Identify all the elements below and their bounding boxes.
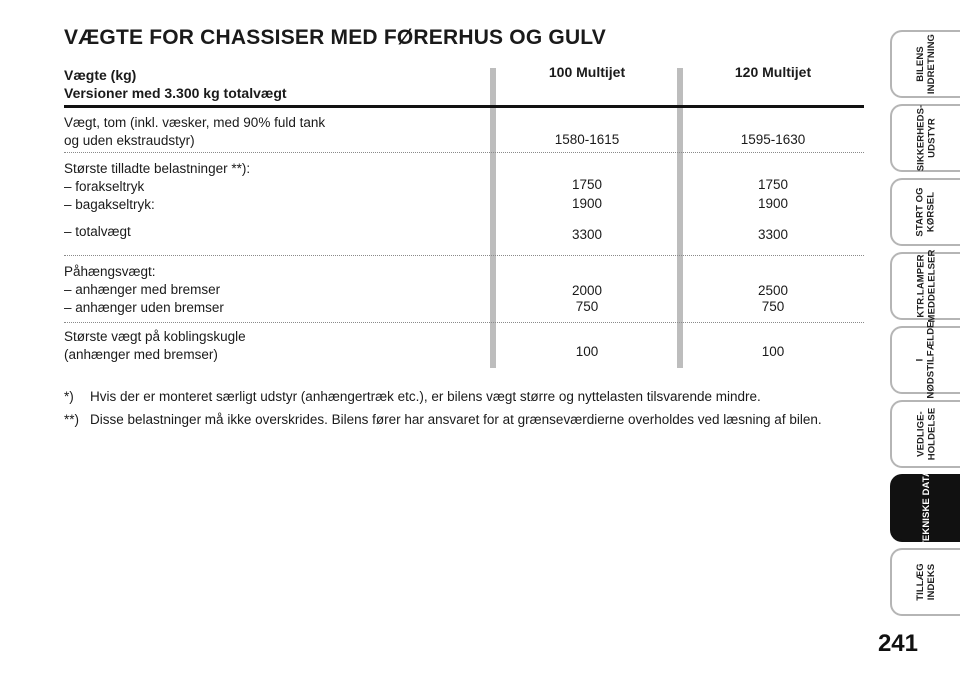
tab-label: START OG KØRSEL [915,187,937,237]
cell-value: 1595-1630 [740,132,806,147]
cell-value: 100 [575,344,599,359]
header-rule [64,105,864,108]
column-header-100-multijet: 100 Multijet [548,64,626,80]
tab-tillaeg-indeks[interactable] [890,548,960,616]
cell-value: 2500 [757,283,789,298]
column-header-120-multijet: 120 Multijet [734,64,812,80]
footnote-mark: *) [64,389,74,404]
cell-value: 1900 [757,196,789,211]
row-label-coupling-ball [64,328,246,364]
footnote-mark: **) [64,412,80,427]
tab-label: KTR.LAMPER MEDDELELSER [915,249,938,323]
tab-label: TEKNISKE DATA [920,469,932,547]
footnote-text: Disse belastninger må ikke overskrides. Bilens fører har ansvaret for at grænseværdierne overholdes ved læsning af bilen. [90,412,822,427]
row-label-line: – anhænger uden bremser [64,300,224,315]
row-label-line: – anhænger med bremser [64,282,221,297]
cell-value: 1900 [571,196,603,211]
cell-value: 1750 [571,177,603,192]
column-divider [677,68,683,368]
footnote-2 [64,411,822,429]
cell-value: 750 [761,299,785,314]
table-header-label [64,66,287,102]
row-divider [64,322,864,323]
cell-value: 3300 [757,227,789,242]
tab-tekniske-data[interactable] [890,469,960,547]
row-label-line: – bagakseltryk: [64,197,155,212]
tab-nodstilfaelde[interactable] [890,321,960,399]
row-divider [64,255,864,256]
row-label-empty-weight [64,114,325,150]
row-label-line: Påhængsvægt: [64,264,156,279]
cell-value: 1580-1615 [554,132,620,147]
tab-label: VEDLIGE- HOLDELSE [915,407,937,461]
footnote-text: Hvis der er monteret særligt udstyr (anhængertræk etc.), er bilens vægt større og nyttelasten tilsvarende mindre. [90,389,761,404]
tab-label: I NØDSTILFÆLDE [915,321,938,399]
row-label-max-loads [64,160,250,214]
footnote-1 [64,388,761,406]
cell-value: 2000 [571,283,603,298]
row-label-line: (anhænger med bremser) [64,347,218,362]
row-label-line: og uden ekstraudstyr) [64,133,195,148]
tab-sikkerhedsudstyr[interactable] [890,104,960,172]
row-divider [64,152,864,153]
tab-ktr-lamper[interactable] [890,249,960,323]
page-number: 241 [877,630,918,657]
row-label-line: – totalvægt [64,224,131,239]
row-label-line: Største tilladte belastninger **): [64,161,251,176]
page-title: VÆGTE FOR CHASSISER MED FØRERHUS OG GULV [64,26,606,49]
row-label-line: Største vægt på koblingskugle [64,329,246,344]
cell-value: 750 [575,299,599,314]
tab-label: TILLÆG INDEKS [914,563,937,601]
cell-value: 3300 [571,227,603,242]
row-label-line: Vægt, tom (inkl. væsker, med 90% fuld tank [64,115,326,130]
tab-bilens-indretning[interactable] [890,30,960,98]
row-label-trailer-weight [64,263,224,317]
header-label-units: Vægte (kg) [64,67,137,83]
tab-label: BILENS INDRETNING [915,33,937,95]
tab-start-og-korsel[interactable] [890,178,960,246]
cell-value: 100 [761,344,785,359]
column-divider [490,68,496,368]
header-label-versions: Versioner med 3.300 kg totalvægt [64,85,287,101]
tab-label: SIKKERHEDS- UDSTYR [915,104,937,172]
row-label-line: – forakseltryk [64,179,145,194]
cell-value: 1750 [757,177,789,192]
tab-vedligeholdelse[interactable] [890,400,960,468]
